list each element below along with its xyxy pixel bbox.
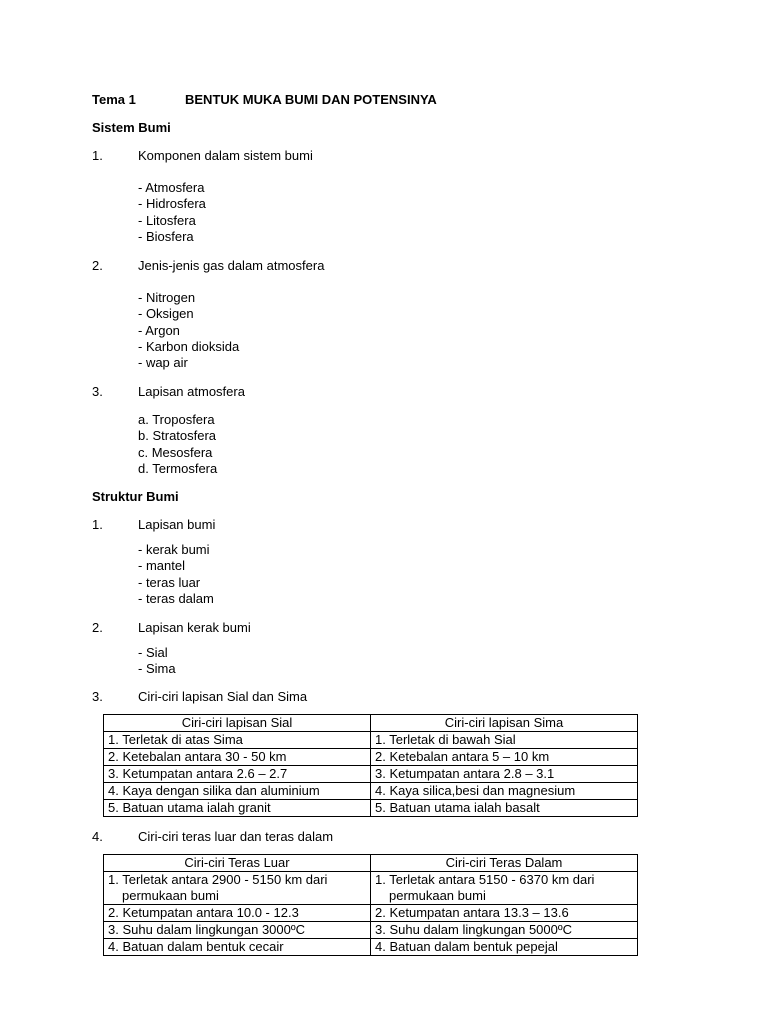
table-row: [104, 922, 638, 939]
table-cell: 2. Ketebalan antara 5 – 10 km: [371, 749, 638, 766]
table-cell: 3. Suhu dalam lingkungan 5000ºC: [371, 922, 638, 939]
list-item: - Sima: [138, 661, 176, 677]
list-item: - Nitrogen: [138, 290, 196, 305]
item-title: Ciri-ciri teras luar dan teras dalam: [138, 829, 334, 844]
table-row: [104, 872, 638, 905]
list-item: - wap air: [138, 355, 188, 371]
table-cell: 5. Batuan utama ialah granit: [104, 800, 371, 817]
table-cell: 4. Batuan dalam bentuk pepejal: [371, 939, 638, 956]
list-item: - Argon: [138, 322, 180, 338]
table-cell: 1. Terletak di atas Sima: [104, 732, 371, 749]
table-cell: 1. Terletak di bawah Sial: [371, 732, 638, 749]
list-item: - Sial: [138, 645, 168, 660]
item-number: 4.: [92, 829, 103, 844]
table-cell: 5. Batuan utama ialah basalt: [371, 800, 638, 817]
table-row: [104, 783, 638, 800]
item-title: Ciri-ciri lapisan Sial dan Sima: [138, 689, 308, 704]
column-header: Ciri-ciri Teras Dalam: [371, 855, 638, 872]
table-row: [104, 800, 638, 817]
table-cell: 4. Kaya silica,besi dan magnesium: [371, 783, 638, 800]
column-header: Ciri-ciri lapisan Sial: [104, 715, 371, 732]
crust-layer-list: [138, 645, 176, 678]
table-cell: 4. Kaya dengan silika dan aluminium: [104, 783, 371, 800]
table-cell: 2. Ketumpatan antara 10.0 - 12.3: [104, 905, 371, 922]
table-row: [104, 939, 638, 956]
item-title: Lapisan atmosfera: [138, 384, 245, 399]
earth-layer-list: [138, 542, 214, 607]
item-number: 2.: [92, 620, 103, 635]
table-cell: 3. Ketumpatan antara 2.8 – 3.1: [371, 766, 638, 783]
item-title: Komponen dalam sistem bumi: [138, 148, 313, 163]
column-header: Ciri-ciri lapisan Sima: [371, 715, 638, 732]
list-item: - kerak bumi: [138, 542, 210, 557]
document-title: BENTUK MUKA BUMI DAN POTENSINYA: [185, 92, 437, 107]
table-cell: [371, 872, 638, 905]
table-cell: 3. Ketumpatan antara 2.6 – 2.7: [104, 766, 371, 783]
list-item: - Hidrosfera: [138, 196, 206, 212]
gas-list: [138, 290, 239, 371]
tema-label: Tema 1: [92, 92, 136, 107]
table-cell: 3. Suhu dalam lingkungan 3000ºC: [104, 922, 371, 939]
list-item: - Atmosfera: [138, 180, 205, 195]
item-number: 3.: [92, 689, 103, 704]
list-item: a. Troposfera: [138, 412, 215, 427]
teras-table: [103, 854, 638, 956]
item-title: Jenis-jenis gas dalam atmosfera: [138, 258, 325, 273]
column-header: Ciri-ciri Teras Luar: [104, 855, 371, 872]
table-row: [104, 905, 638, 922]
list-item: - Litosfera: [138, 212, 196, 228]
table-cell-text: 1. Terletak antara 5150 - 6370 km dari permukaan bumi: [375, 872, 595, 903]
list-item: - Oksigen: [138, 306, 194, 322]
table-row: [104, 732, 638, 749]
list-item: - teras luar: [138, 574, 201, 590]
atmosphere-layer-list: [138, 412, 217, 477]
sial-sima-table: [103, 714, 638, 817]
component-list: [138, 180, 206, 245]
table-header-row: [104, 715, 638, 732]
item-number: 2.: [92, 258, 103, 273]
table-header-row: [104, 855, 638, 872]
table-cell-text: 1. Terletak antara 2900 - 5150 km dari permukaan bumi: [108, 872, 328, 903]
section-heading-struktur-bumi: Struktur Bumi: [92, 489, 179, 504]
list-item: b. Stratosfera: [138, 428, 217, 444]
item-title: Lapisan bumi: [138, 517, 216, 532]
table-row: [104, 749, 638, 766]
list-item: - mantel: [138, 558, 185, 574]
item-number: 3.: [92, 384, 103, 399]
item-title: Lapisan kerak bumi: [138, 620, 251, 635]
list-item: - Biosfera: [138, 228, 194, 244]
list-item: - Karbon dioksida: [138, 338, 240, 354]
item-number: 1.: [92, 517, 103, 532]
table-cell: 2. Ketebalan antara 30 - 50 km: [104, 749, 371, 766]
list-item: - teras dalam: [138, 590, 214, 606]
list-item: c. Mesosfera: [138, 444, 213, 460]
table-cell: 2. Ketumpatan antara 13.3 – 13.6: [371, 905, 638, 922]
list-item: d. Termosfera: [138, 460, 218, 476]
table-row: [104, 766, 638, 783]
table-cell: [104, 872, 371, 905]
section-heading-sistem-bumi: Sistem Bumi: [92, 120, 171, 135]
item-number: 1.: [92, 148, 103, 163]
table-cell: 4. Batuan dalam bentuk cecair: [104, 939, 371, 956]
